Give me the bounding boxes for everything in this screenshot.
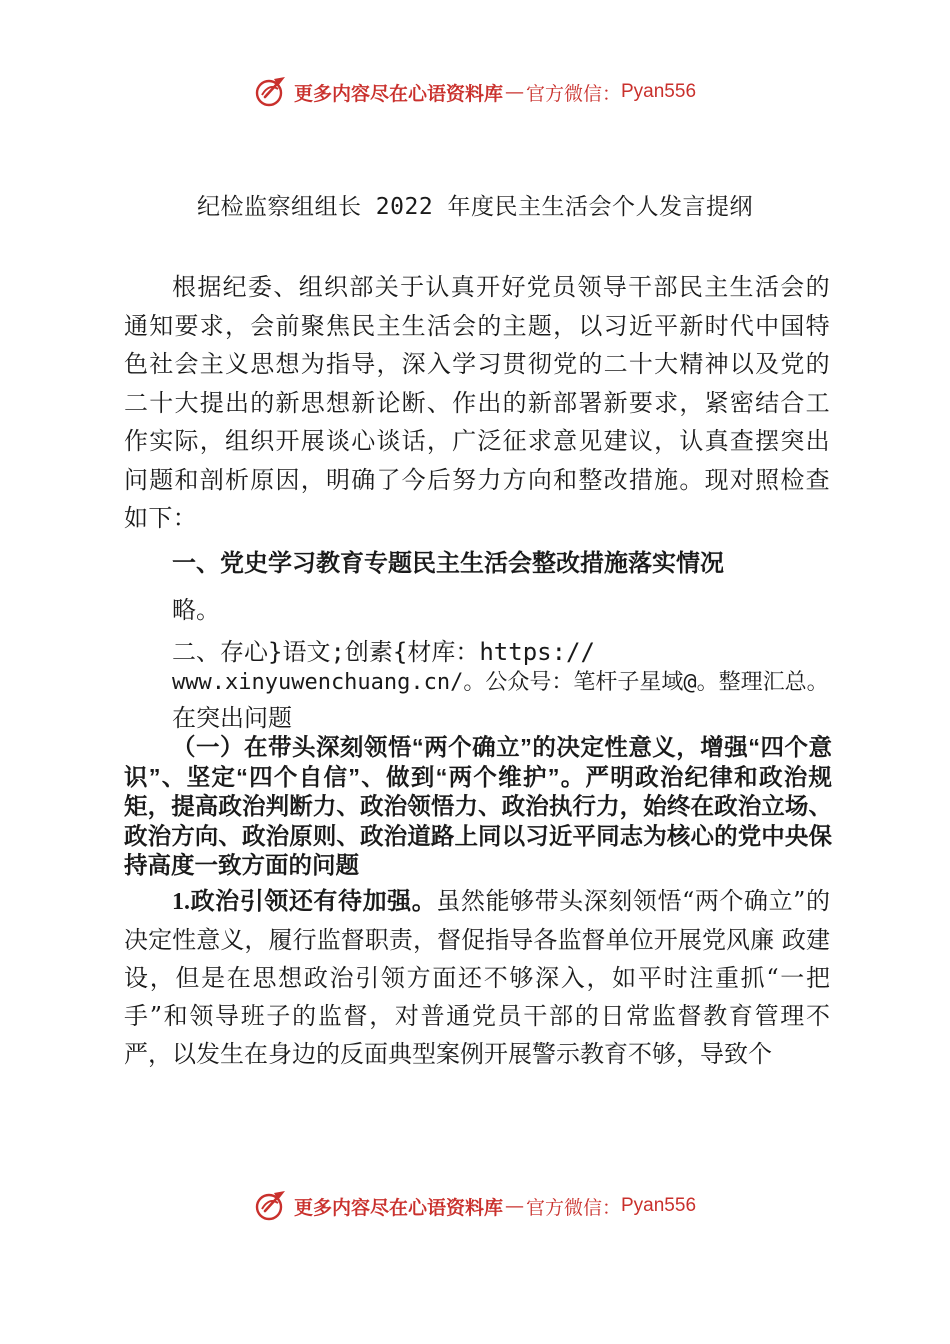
item1-paragraph bbox=[124, 882, 830, 1073]
watermark-wechat-label: 官方微信： bbox=[525, 82, 621, 105]
watermark-wechat-label: 官方微信： bbox=[525, 1196, 621, 1219]
footer-watermark bbox=[0, 1184, 950, 1228]
watermark-text: 更多内容尽在心语资料库 bbox=[293, 82, 503, 105]
subsection1-heading: （一）在带头深刻领悟“两个确立”的决定性意义，增强“四个意识”、坚定“四个自信”、做到“两个维护”。严明政治纪律和政治规矩，提高政治判断力、政治领悟力、政治执行力，始终在政治立场、政治方向、政治原则、政治道路上同以习近平同志为核心的党中央保持高度一致方面的问题 bbox=[124, 734, 832, 878]
item1-body: 虽然能够带头深刻领悟“两个确立”的决定性意义，履行监督职责，督促指导各监督单位开展党风廉 政建设，但是在思想政治引领方面还不够深入，如平时注重抓“一把手”和领导班子的监督，对普通党员干部的日常监督教育管理不严，以发生在身边的反面典型案例开展警示教育不够，导致个 bbox=[124, 887, 830, 1068]
document-title: 纪检监察组组长 2022 年度民主生活会个人发言提纲 bbox=[196, 194, 754, 220]
section1-body: 略。 bbox=[172, 596, 220, 624]
section1-heading: 一、党史学习教育专题民主生活会整改措施落实情况 bbox=[172, 549, 724, 577]
pen-logo-icon bbox=[254, 75, 288, 109]
header-watermark bbox=[0, 70, 950, 114]
watermark-wechat-id: Pyan556 bbox=[621, 81, 697, 102]
watermark-wechat-id: Pyan556 bbox=[621, 1195, 697, 1216]
watermark-separator: — bbox=[504, 81, 524, 103]
section2-line1: 二、存心}语文;创素{材库：https:// bbox=[172, 638, 595, 666]
watermark-separator: — bbox=[504, 1195, 524, 1217]
section2-line2: www.xinyuwenchuang.cn/。公众号：笔杆子星域@。整理汇总。 bbox=[172, 670, 829, 695]
watermark-text: 更多内容尽在心语资料库 bbox=[293, 1196, 503, 1219]
intro-paragraph: 根据纪委、组织部关于认真开好党员领导干部民主生活会的通知要求，会前聚焦民主生活会的主题，以习近平新时代中国特色社会主义思想为指导，深入学习贯彻党的二十大精神以及党的二十大提出的新思想新论断、作出的新部署新要求，紧密结合工作实际，组织开展谈心谈话，广泛征求意见建议，认真查摆突出问题和剖析原因，明确了今后努力方向和整改措施。现对照检查如下： bbox=[124, 273, 830, 532]
item1-lead: 1.政治引领还有待加强。 bbox=[172, 889, 437, 915]
pen-logo-icon bbox=[254, 1189, 288, 1223]
section2-line3: 在突出问题 bbox=[172, 704, 292, 732]
